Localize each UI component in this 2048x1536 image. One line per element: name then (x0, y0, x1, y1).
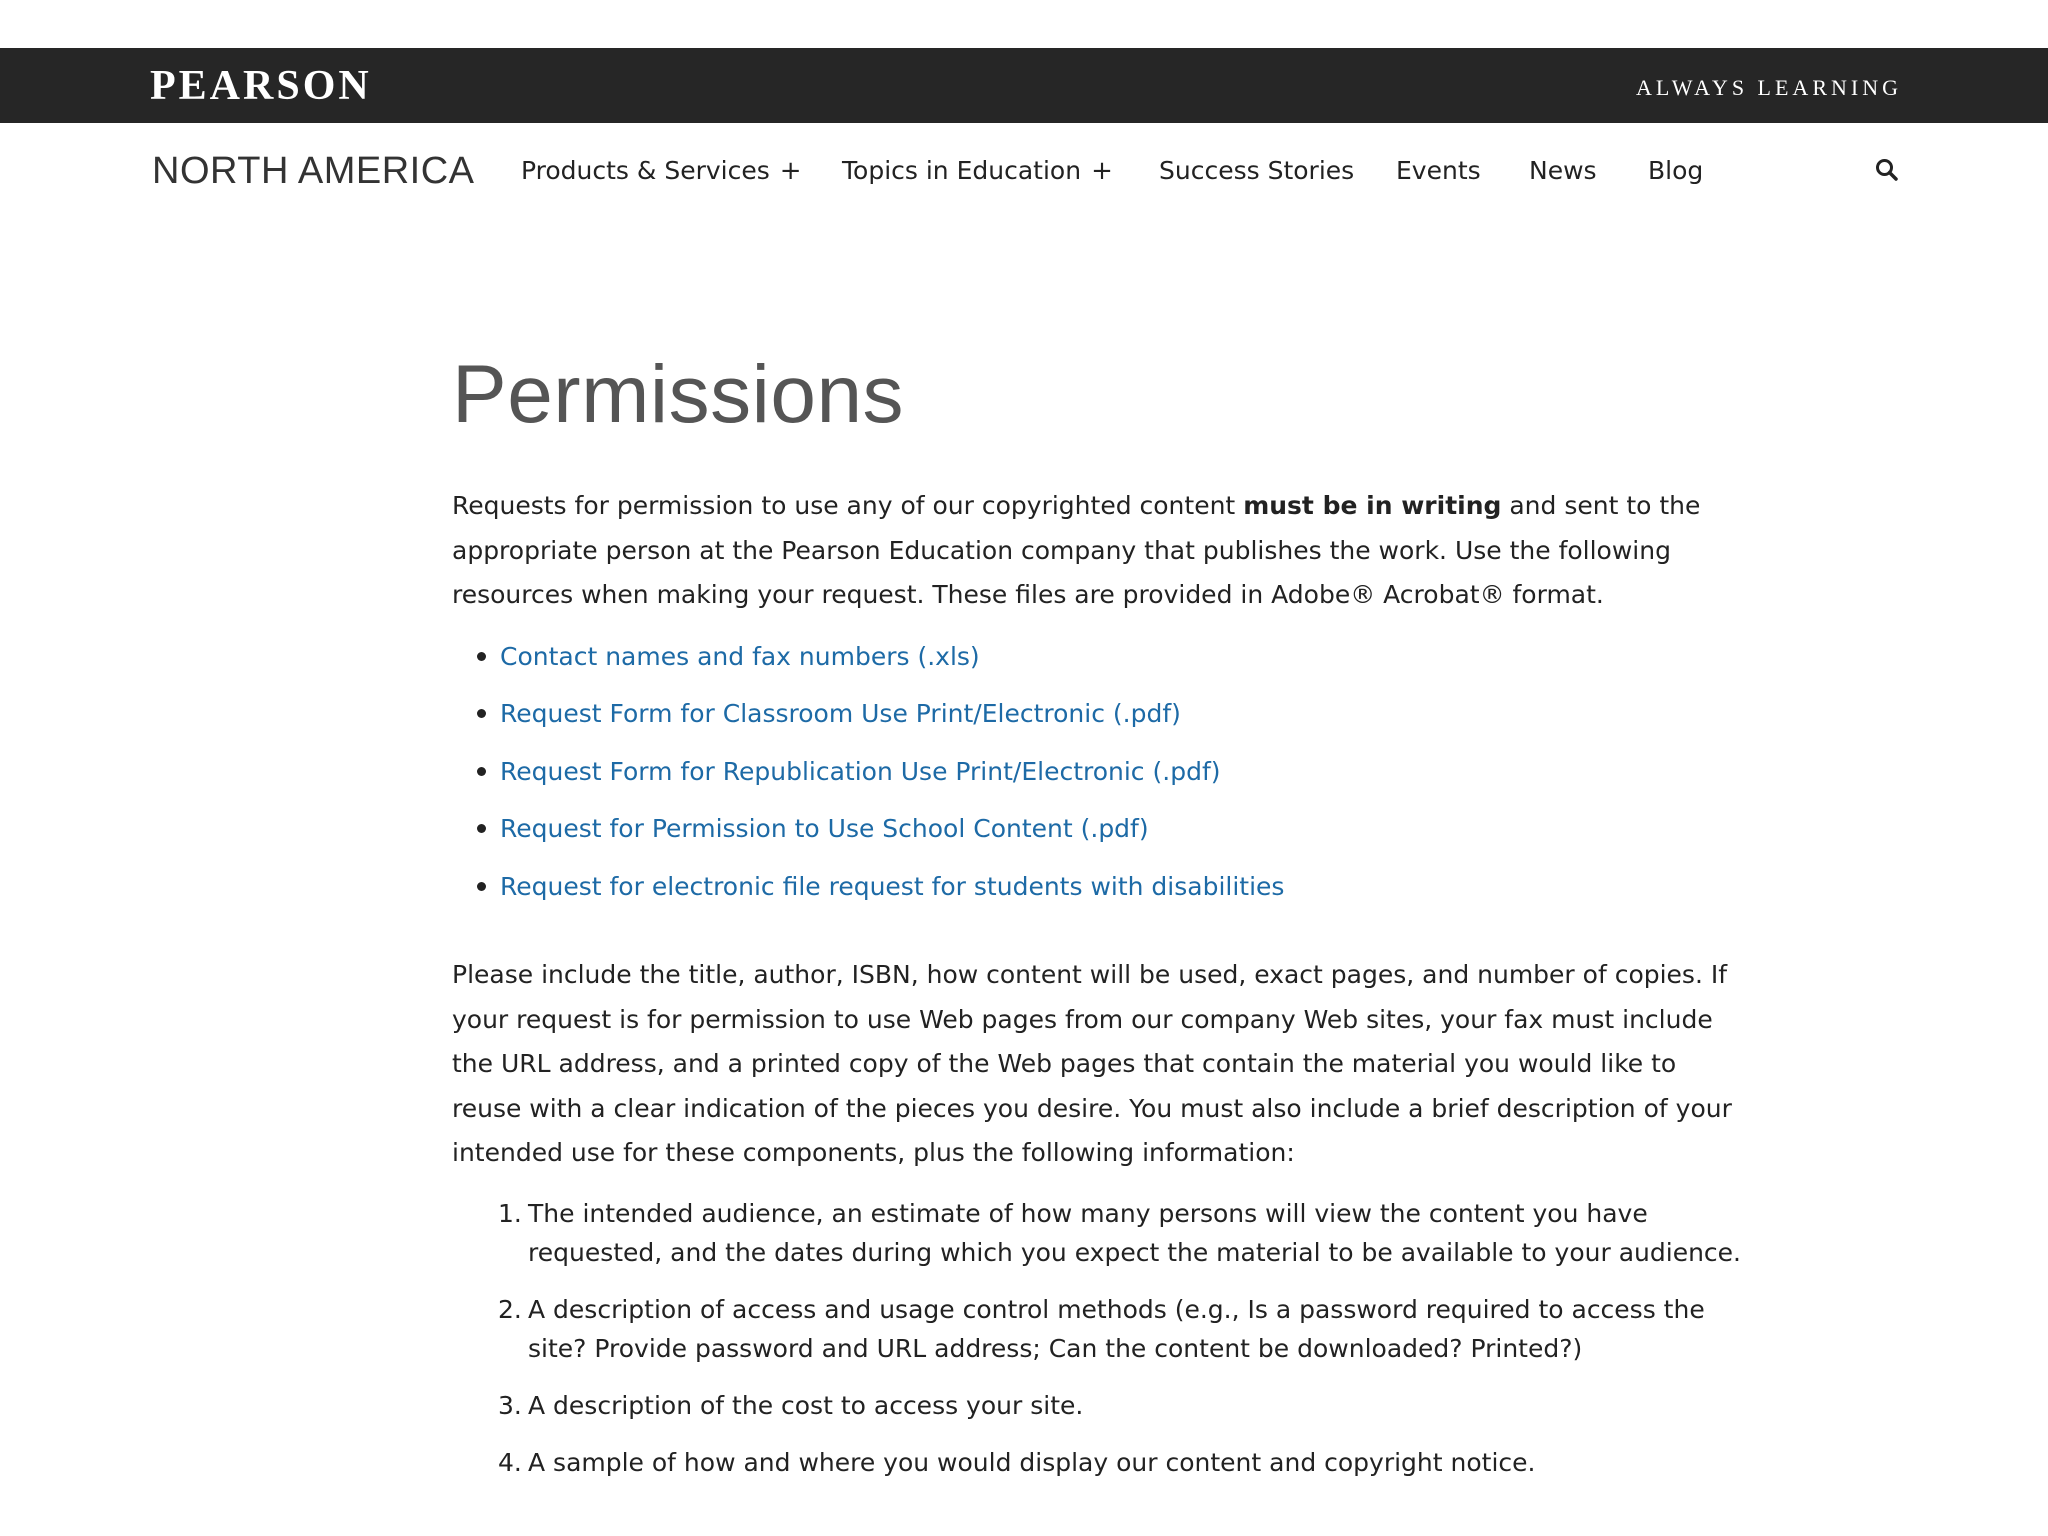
nav-item-news[interactable]: News (1529, 156, 1597, 185)
nav-item-label: Topics in Education (842, 156, 1082, 185)
requirements-list (452, 1194, 1752, 1482)
contact-names-link[interactable]: Contact names and fax numbers (.xls) (500, 641, 980, 671)
bullet-icon (477, 882, 486, 891)
list-item (500, 628, 1752, 686)
main-content (452, 340, 1752, 1500)
top-bar (0, 48, 2048, 123)
list-item (498, 1443, 1752, 1482)
main-nav (0, 123, 2048, 218)
classroom-use-form-link[interactable]: Request Form for Classroom Use Print/Electronic (.pdf) (500, 699, 1181, 728)
intro-emphasis: must be in writing (1243, 491, 1502, 520)
list-item (500, 800, 1752, 858)
list-item (500, 858, 1752, 916)
nav-item-topics-in-education[interactable] (842, 153, 1113, 189)
search-icon[interactable] (1874, 157, 1900, 183)
nav-item-blog[interactable]: Blog (1648, 156, 1704, 185)
list-item (498, 1194, 1752, 1272)
item-text: A description of the cost to access your site. (528, 1390, 1084, 1420)
item-number: 3. (498, 1390, 522, 1420)
region-title[interactable]: NORTH AMERICA (152, 150, 475, 192)
intro-paragraph (452, 484, 1752, 618)
intro-text-end: and sent to the appropriate person at the Pearson Education company that publishes the work. Use the following resources when making your request. These files are provided in Adobe® Acrobat® format. (452, 491, 1701, 609)
bullet-icon (477, 767, 486, 776)
pearson-logo[interactable]: PEARSON (150, 63, 372, 109)
republication-use-form-link[interactable]: Request Form for Republication Use Print/Electronic (.pdf) (500, 756, 1221, 786)
page-title: Permissions (452, 349, 905, 440)
details-paragraph: Please include the title, author, ISBN, how content will be used, exact pages, and number of copies. If your request is for permission to use Web pages from our company Web sites, your fax must include the URL address, and a printed copy of the Web pages that contain the material you would like to reuse with a clear indication of the pieces you desire. You must also include a brief description of your intended use for these components, plus the following information: (452, 960, 1732, 1167)
nav-item-products-services[interactable] (521, 153, 802, 189)
school-content-permission-link[interactable]: Request for Permission to Use School Content (.pdf) (500, 814, 1149, 843)
list-item (500, 685, 1752, 743)
item-text: A description of access and usage control methods (e.g., Is a password required to access the site? Provide password and URL address; Can the content be downloaded? Printed?) (528, 1294, 1705, 1363)
expand-plus-icon: + (779, 156, 802, 186)
nav-item-success-stories[interactable]: Success Stories (1159, 156, 1355, 185)
bullet-icon (477, 824, 486, 833)
bullet-icon (477, 652, 486, 661)
list-item (500, 743, 1752, 801)
disabilities-file-request-link[interactable]: Request for electronic file request for students with disabilities (500, 871, 1285, 901)
intro-text-start: Requests for permission to use any of our copyrighted content (452, 491, 1244, 520)
nav-item-label: Products & Services (521, 156, 770, 185)
item-number: 2. (498, 1294, 522, 1324)
list-item (498, 1290, 1752, 1368)
item-text: A sample of how and where you would display our content and copyright notice. (528, 1447, 1536, 1477)
list-item (498, 1386, 1752, 1425)
item-text: The intended audience, an estimate of how many persons will view the content you have requested, and the dates during which you expect the material to be available to your audience. (528, 1198, 1741, 1267)
resource-links-list (452, 628, 1752, 916)
expand-plus-icon: + (1091, 156, 1113, 186)
tagline: ALWAYS LEARNING (1636, 75, 1902, 100)
bullet-icon (477, 709, 486, 718)
item-number: 4. (498, 1447, 522, 1477)
nav-item-events[interactable]: Events (1396, 156, 1481, 185)
item-number: 1. (498, 1198, 522, 1228)
